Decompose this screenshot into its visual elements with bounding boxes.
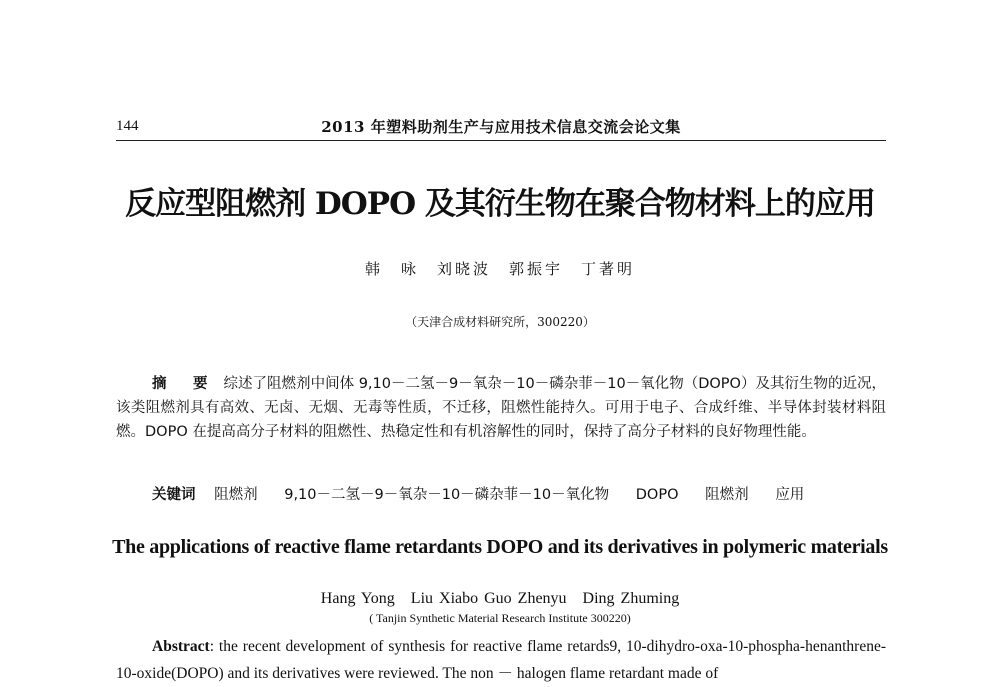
abstract-cn-label: 摘 要 [152, 375, 214, 392]
running-title: 2013 年塑料助剂生产与应用技术信息交流会论文集 [321, 118, 681, 136]
keyword: 阻燃剂 [705, 487, 749, 503]
affiliation-en: ( Tanjin Synthetic Material Research Institute 300220) [369, 611, 631, 625]
keywords-cn [152, 483, 886, 507]
authors-en: Hang Yong Liu Xiabo Guo Zhenyu Ding Zhuming [320, 590, 680, 607]
abstract-en-label: Abstract [152, 638, 210, 655]
paper-title-cn: 反应型阻燃剂 DOPO 及其衍生物在聚合物材料上的应用 [125, 186, 875, 222]
abstract-en-text: : the recent development of synthesis for reactive flame retards9, 10-dihydro-oxa-10-phospha-henanthrene-10-oxide(DOPO) and its derivatives were reviewed. The non － halogen flame retardant made of [116, 638, 886, 682]
keyword: DOPO [635, 487, 679, 503]
abstract-cn [116, 372, 886, 444]
affiliation-cn: （天津合成材料研究所，300220） [405, 315, 595, 329]
authors-cn: 韩 咏 刘晓波 郭振宇 丁著明 [364, 260, 635, 278]
keywords-label: 关键词 [152, 486, 196, 503]
abstract-cn-text: 综述了阻燃剂中间体 9,10－二氢－9－氧杂－10－磷杂菲－10－氧化物（DOPO）及其衍生物的近况，该类阻燃剂具有高效、无卤、无烟、无毒等性质，不迁移，阻燃性能持久。可用于电子、合成纤维、半导体封装材料阻燃。DOPO 在提高高分子材料的阻燃性、热稳定性和有机溶解性的同时，保持了高分子材料的良好物理性能。 [116, 376, 887, 440]
keyword: 阻燃剂 [214, 487, 258, 503]
abstract-en [116, 633, 886, 687]
paper-title-en: The applications of reactive flame retardants DOPO and its derivatives in polymeric materials [112, 536, 888, 558]
running-header [116, 116, 886, 141]
page-number: 144 [116, 118, 139, 134]
keyword: 应用 [775, 487, 805, 503]
keyword: 9,10－二氢－9－氧杂－10－磷杂菲－10－氧化物 [284, 487, 610, 503]
